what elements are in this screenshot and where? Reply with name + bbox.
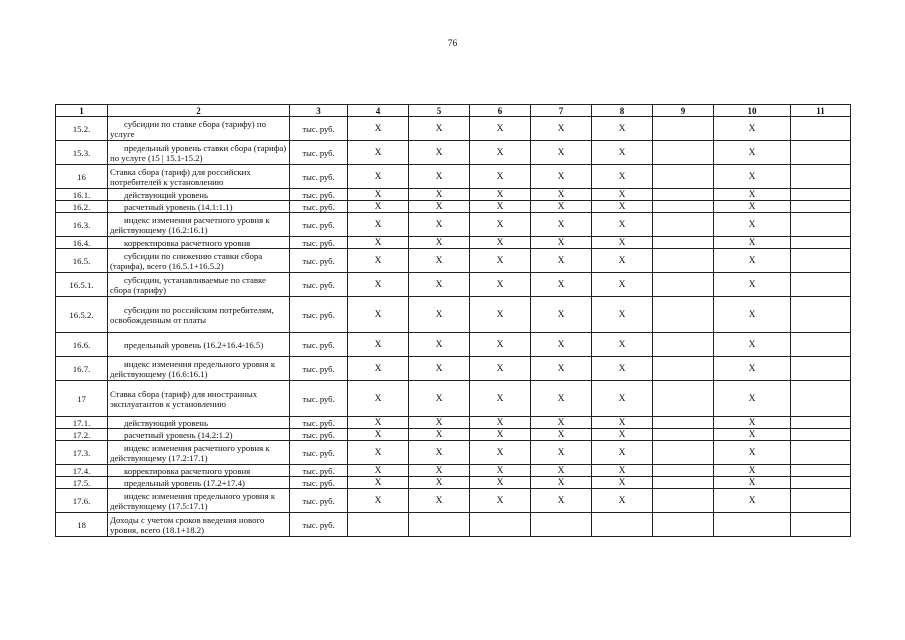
cell-value: [791, 189, 851, 201]
row-unit: тыс. руб.: [290, 489, 348, 513]
row-unit: тыс. руб.: [290, 465, 348, 477]
cell-value: X: [592, 357, 653, 381]
row-name-text: предельный уровень (17.2+17.4): [124, 477, 245, 488]
cell-value: X: [409, 237, 470, 249]
cell-value: X: [409, 441, 470, 465]
cell-value: [653, 357, 714, 381]
row-name: [108, 189, 290, 201]
cell-value: X: [348, 141, 409, 165]
row-name-text: действующий уровень: [124, 417, 208, 428]
row-unit: тыс. руб.: [290, 333, 348, 357]
row-name: [108, 513, 290, 537]
cell-value: [791, 213, 851, 237]
cell-value: X: [531, 465, 592, 477]
row-name-text: субсидии по российским потребителям, освобожденным от платы: [110, 304, 274, 325]
cell-value: X: [348, 381, 409, 417]
row-unit: тыс. руб.: [290, 429, 348, 441]
cell-value: X: [531, 297, 592, 333]
column-header: 4: [348, 105, 409, 117]
cell-value: [653, 249, 714, 273]
table-row: [56, 189, 851, 201]
cell-value: X: [409, 465, 470, 477]
row-number: 16.3.: [56, 213, 108, 237]
row-number: 15.2.: [56, 117, 108, 141]
cell-value: X: [470, 141, 531, 165]
table-row: [56, 429, 851, 441]
column-header: 1: [56, 105, 108, 117]
row-unit: тыс. руб.: [290, 297, 348, 333]
cell-value: [653, 165, 714, 189]
row-number: 17.5.: [56, 477, 108, 489]
cell-value: X: [531, 117, 592, 141]
cell-value: X: [714, 117, 791, 141]
cell-value: X: [470, 465, 531, 477]
column-header: 8: [592, 105, 653, 117]
row-name-text: расчетный уровень (14.2:1.2): [124, 429, 233, 440]
row-number: 17: [56, 381, 108, 417]
cell-value: X: [409, 429, 470, 441]
row-number: 15.3.: [56, 141, 108, 165]
cell-value: [791, 381, 851, 417]
row-unit: тыс. руб.: [290, 189, 348, 201]
row-name: [108, 381, 290, 417]
cell-value: X: [714, 429, 791, 441]
page-number: 76: [447, 39, 458, 49]
cell-value: X: [348, 249, 409, 273]
cell-value: X: [714, 237, 791, 249]
row-unit: тыс. руб.: [290, 417, 348, 429]
cell-value: X: [470, 201, 531, 213]
row-unit: тыс. руб.: [290, 357, 348, 381]
cell-value: X: [592, 381, 653, 417]
row-unit: тыс. руб.: [290, 513, 348, 537]
cell-value: X: [470, 333, 531, 357]
row-unit: тыс. руб.: [290, 201, 348, 213]
cell-value: [791, 237, 851, 249]
cell-value: X: [348, 201, 409, 213]
cell-value: X: [531, 477, 592, 489]
row-unit: тыс. руб.: [290, 117, 348, 141]
row-name-text: расчетный уровень (14.1:1.1): [124, 201, 233, 212]
cell-value: X: [714, 477, 791, 489]
cell-value: X: [470, 417, 531, 429]
cell-value: X: [531, 489, 592, 513]
cell-value: X: [592, 249, 653, 273]
cell-value: X: [470, 477, 531, 489]
row-unit: тыс. руб.: [290, 249, 348, 273]
cell-value: [714, 513, 791, 537]
cell-value: X: [470, 237, 531, 249]
cell-value: [791, 201, 851, 213]
row-name-text: субсидии по снижению ставки сбора (тарифа), всего (16.5.1+16.5.2): [110, 250, 263, 271]
row-name: [108, 357, 290, 381]
cell-value: X: [409, 297, 470, 333]
cell-value: X: [409, 489, 470, 513]
column-header: 3: [290, 105, 348, 117]
cell-value: [653, 441, 714, 465]
cell-value: X: [470, 117, 531, 141]
table-row: [56, 381, 851, 417]
cell-value: X: [714, 381, 791, 417]
cell-value: X: [409, 201, 470, 213]
cell-value: X: [409, 357, 470, 381]
row-unit: тыс. руб.: [290, 237, 348, 249]
cell-value: X: [714, 357, 791, 381]
cell-value: X: [714, 465, 791, 477]
cell-value: X: [531, 441, 592, 465]
cell-value: [409, 513, 470, 537]
cell-value: X: [470, 441, 531, 465]
cell-value: X: [592, 273, 653, 297]
cell-value: X: [348, 117, 409, 141]
cell-value: [470, 513, 531, 537]
row-number: 16.6.: [56, 333, 108, 357]
cell-value: X: [592, 213, 653, 237]
row-name: [108, 141, 290, 165]
row-name: [108, 489, 290, 513]
row-name: [108, 249, 290, 273]
cell-value: X: [592, 489, 653, 513]
cell-value: X: [531, 141, 592, 165]
cell-value: X: [409, 417, 470, 429]
cell-value: X: [714, 273, 791, 297]
row-name: [108, 465, 290, 477]
row-name-text: Ставка сбора (тариф) для иностранных эксплуатантов к установлению: [110, 388, 258, 409]
cell-value: X: [592, 165, 653, 189]
row-number: 16.4.: [56, 237, 108, 249]
cell-value: X: [409, 213, 470, 237]
cell-value: [653, 201, 714, 213]
column-header: 11: [791, 105, 851, 117]
cell-value: [791, 141, 851, 165]
table-row: [56, 249, 851, 273]
row-unit: тыс. руб.: [290, 477, 348, 489]
cell-value: [653, 237, 714, 249]
row-unit: тыс. руб.: [290, 165, 348, 189]
table-row: [56, 489, 851, 513]
cell-value: [791, 165, 851, 189]
cell-value: X: [348, 489, 409, 513]
cell-value: X: [470, 249, 531, 273]
cell-value: [653, 141, 714, 165]
cell-value: [653, 189, 714, 201]
cell-value: [653, 465, 714, 477]
cell-value: X: [592, 429, 653, 441]
table-row: [56, 165, 851, 189]
cell-value: X: [409, 165, 470, 189]
cell-value: [592, 513, 653, 537]
cell-value: X: [592, 441, 653, 465]
cell-value: X: [409, 333, 470, 357]
cell-value: [653, 477, 714, 489]
table-body: [56, 117, 851, 537]
row-unit: тыс. руб.: [290, 213, 348, 237]
cell-value: X: [592, 201, 653, 213]
cell-value: [653, 333, 714, 357]
row-name-text: предельный уровень (16.2+16.4-16.5): [124, 339, 264, 350]
cell-value: [791, 513, 851, 537]
cell-value: X: [348, 477, 409, 489]
cell-value: X: [531, 381, 592, 417]
cell-value: X: [470, 273, 531, 297]
row-unit: тыс. руб.: [290, 141, 348, 165]
row-name-text: предельный уровень ставки сбора (тарифа) по услуге (15 | 15.1-15.2): [110, 142, 287, 163]
row-name: [108, 477, 290, 489]
cell-value: X: [531, 417, 592, 429]
row-number: 16.5.2.: [56, 297, 108, 333]
cell-value: X: [348, 189, 409, 201]
row-unit: тыс. руб.: [290, 273, 348, 297]
cell-value: X: [531, 237, 592, 249]
cell-value: X: [409, 141, 470, 165]
table-row: [56, 141, 851, 165]
cell-value: X: [470, 165, 531, 189]
cell-value: X: [470, 357, 531, 381]
row-name-text: Доходы с учетом сроков введения нового уровня, всего (18.1+18.2): [110, 514, 265, 535]
row-unit: тыс. руб.: [290, 381, 348, 417]
cell-value: X: [592, 465, 653, 477]
cell-value: X: [531, 357, 592, 381]
cell-value: X: [531, 165, 592, 189]
row-number: 17.2.: [56, 429, 108, 441]
row-number: 16.5.: [56, 249, 108, 273]
cell-value: [531, 513, 592, 537]
cell-value: [348, 513, 409, 537]
table-row: [56, 201, 851, 213]
cell-value: X: [470, 213, 531, 237]
cell-value: X: [714, 141, 791, 165]
cell-value: X: [592, 141, 653, 165]
row-name: [108, 117, 290, 141]
cell-value: X: [348, 465, 409, 477]
cell-value: [791, 477, 851, 489]
cell-value: [791, 357, 851, 381]
cell-value: X: [531, 249, 592, 273]
row-number: 16: [56, 165, 108, 189]
table-row: [56, 465, 851, 477]
cell-value: [653, 273, 714, 297]
table-row: [56, 477, 851, 489]
cell-value: X: [531, 273, 592, 297]
cell-value: X: [470, 381, 531, 417]
row-name-text: действующий уровень: [124, 189, 208, 200]
cell-value: X: [348, 417, 409, 429]
row-unit: тыс. руб.: [290, 441, 348, 465]
cell-value: X: [409, 381, 470, 417]
cell-value: X: [592, 297, 653, 333]
cell-value: X: [348, 441, 409, 465]
table-row: [56, 333, 851, 357]
cell-value: X: [531, 189, 592, 201]
cell-value: [791, 333, 851, 357]
column-header: 2: [108, 105, 290, 117]
cell-value: X: [592, 117, 653, 141]
row-name-text: корректировка расчетного уровня: [124, 465, 251, 476]
cell-value: X: [409, 273, 470, 297]
cell-value: X: [409, 477, 470, 489]
cell-value: [653, 513, 714, 537]
cell-value: [653, 381, 714, 417]
column-header: 9: [653, 105, 714, 117]
cell-value: [791, 429, 851, 441]
cell-value: X: [348, 357, 409, 381]
cell-value: X: [714, 297, 791, 333]
row-name-text: субсидии по ставке сбора (тарифу) по услуге: [110, 118, 267, 139]
row-name: [108, 273, 290, 297]
table-row: [56, 297, 851, 333]
cell-value: X: [409, 249, 470, 273]
cell-value: X: [470, 429, 531, 441]
cell-value: [791, 465, 851, 477]
cell-value: X: [714, 189, 791, 201]
row-name: [108, 441, 290, 465]
cell-value: X: [714, 333, 791, 357]
cell-value: X: [531, 333, 592, 357]
cell-value: X: [409, 117, 470, 141]
cell-value: X: [714, 201, 791, 213]
row-name: [108, 429, 290, 441]
row-number: 16.5.1.: [56, 273, 108, 297]
cell-value: X: [531, 213, 592, 237]
row-name-text: индекс изменения предельного уровня к действующему (16.6:16.1): [110, 358, 276, 379]
cell-value: X: [348, 297, 409, 333]
cell-value: X: [470, 489, 531, 513]
row-number: 16.7.: [56, 357, 108, 381]
cell-value: X: [348, 237, 409, 249]
row-number: 18: [56, 513, 108, 537]
row-name-text: индекс изменения предельного уровня к действующему (17.5:17.1): [110, 490, 276, 511]
table-row: [56, 213, 851, 237]
row-name: [108, 201, 290, 213]
row-number: 17.6.: [56, 489, 108, 513]
cell-value: X: [592, 417, 653, 429]
row-name: [108, 165, 290, 189]
cell-value: [653, 417, 714, 429]
cell-value: [791, 417, 851, 429]
row-number: 17.4.: [56, 465, 108, 477]
table-row: [56, 237, 851, 249]
row-name: [108, 297, 290, 333]
cell-value: X: [409, 189, 470, 201]
cell-value: X: [592, 189, 653, 201]
cell-value: X: [531, 201, 592, 213]
table-row: [56, 513, 851, 537]
cell-value: X: [714, 417, 791, 429]
cell-value: X: [348, 213, 409, 237]
cell-value: [653, 429, 714, 441]
cell-value: X: [714, 249, 791, 273]
row-number: 17.3.: [56, 441, 108, 465]
cell-value: X: [348, 333, 409, 357]
row-name: [108, 333, 290, 357]
cell-value: X: [348, 429, 409, 441]
table-row: [56, 417, 851, 429]
row-name: [108, 213, 290, 237]
table-row: [56, 117, 851, 141]
cell-value: X: [531, 429, 592, 441]
row-name-text: индекс изменения расчетного уровня к действующему (16.2:16.1): [110, 214, 270, 235]
cell-value: X: [592, 237, 653, 249]
row-name: [108, 417, 290, 429]
cell-value: [791, 117, 851, 141]
cell-value: [791, 273, 851, 297]
cell-value: [791, 441, 851, 465]
cell-value: X: [470, 297, 531, 333]
column-header: 10: [714, 105, 791, 117]
cell-value: X: [470, 189, 531, 201]
table-row: [56, 441, 851, 465]
row-name-text: Ставка сбора (тариф) для российских потребителей к установлению: [110, 166, 251, 187]
row-name-text: субсидии, устанавливаемые по ставке сбора (тарифу): [110, 274, 266, 295]
cell-value: X: [714, 165, 791, 189]
cell-value: [653, 489, 714, 513]
table-header-row: [56, 105, 851, 117]
table-row: [56, 357, 851, 381]
row-name: [108, 237, 290, 249]
row-number: 16.2.: [56, 201, 108, 213]
row-number: 17.1.: [56, 417, 108, 429]
column-header: 5: [409, 105, 470, 117]
cell-value: X: [714, 489, 791, 513]
cell-value: X: [348, 165, 409, 189]
cell-value: [653, 117, 714, 141]
row-name-text: индекс изменения расчетного уровня к действующему (17.2:17.1): [110, 442, 270, 463]
cell-value: [653, 213, 714, 237]
cell-value: X: [714, 213, 791, 237]
cell-value: [653, 297, 714, 333]
column-header: 6: [470, 105, 531, 117]
cell-value: X: [592, 477, 653, 489]
cell-value: [791, 489, 851, 513]
cell-value: X: [592, 333, 653, 357]
table-row: [56, 273, 851, 297]
cell-value: X: [348, 273, 409, 297]
tariff-table: [55, 104, 851, 537]
row-number: 16.1.: [56, 189, 108, 201]
column-header: 7: [531, 105, 592, 117]
row-name-text: корректировка расчетного уровня: [124, 237, 251, 248]
cell-value: [791, 297, 851, 333]
cell-value: [791, 249, 851, 273]
cell-value: X: [714, 441, 791, 465]
